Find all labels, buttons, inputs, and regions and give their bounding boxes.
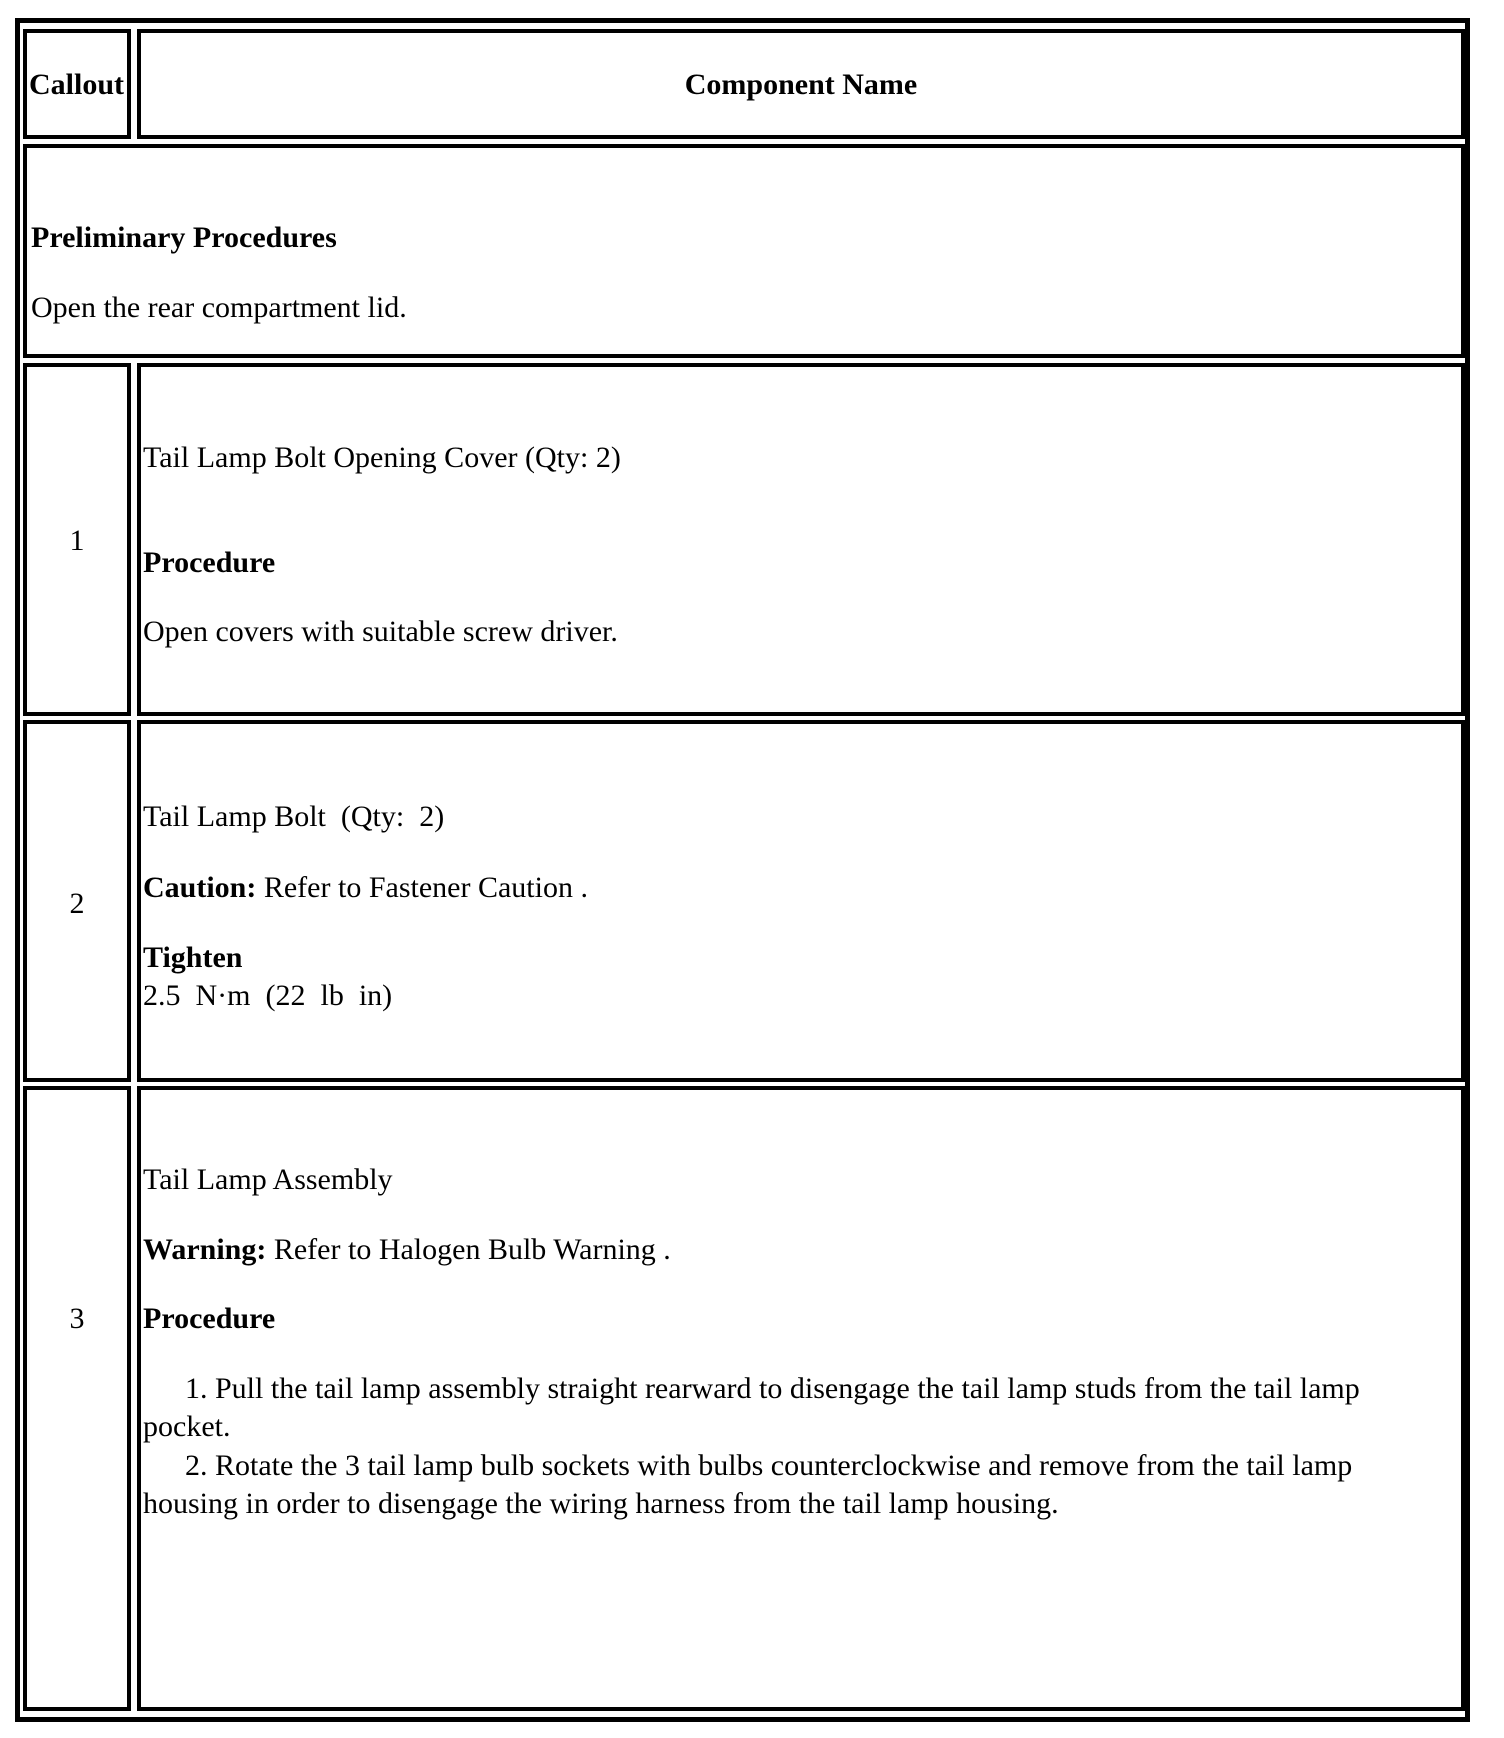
row2-callout: 2	[69, 887, 85, 920]
row1-component-cell	[137, 363, 1465, 716]
row3-warning-label: Warning:	[143, 1233, 267, 1266]
row1-procedure-label: Procedure	[143, 546, 276, 579]
row1-component: Tail Lamp Bolt Opening Cover (Qty: 2)	[143, 441, 621, 474]
row3-procedure-label: Procedure	[143, 1302, 276, 1335]
header-component: Component Name	[684, 68, 918, 101]
row2-component-cell	[137, 720, 1465, 1082]
row3-callout: 3	[69, 1302, 85, 1335]
row3-warning	[143, 1232, 671, 1268]
preliminary-title: Preliminary Procedures	[31, 221, 337, 254]
row3-component-cell	[137, 1086, 1465, 1711]
row1-callout-cell	[23, 363, 131, 716]
row3-warning-text: Refer to Halogen Bulb Warning .	[266, 1233, 671, 1266]
header-callout: Callout	[29, 68, 125, 101]
row2-component: Tail Lamp Bolt (Qty: 2)	[143, 800, 445, 833]
header-component-cell	[137, 29, 1465, 139]
row2-callout-cell	[23, 720, 131, 1082]
row1-callout: 1	[69, 524, 85, 557]
row2-caution-label: Caution:	[143, 871, 257, 904]
procedure-table	[15, 18, 1470, 1722]
row1-procedure-text: Open covers with suitable screw driver.	[143, 615, 618, 648]
preliminary-text: Open the rear compartment lid.	[31, 291, 407, 324]
header-callout-cell	[23, 29, 131, 139]
row2-caution	[143, 870, 588, 906]
row3-callout-cell	[23, 1086, 131, 1711]
preliminary-cell	[23, 144, 1465, 358]
row3-component: Tail Lamp Assembly	[143, 1163, 393, 1196]
row2-tighten-value: 2.5 N·m (22 lb in)	[143, 979, 393, 1012]
row2-tighten-label: Tighten	[143, 941, 243, 974]
row2-caution-text: Refer to Fastener Caution .	[256, 871, 588, 904]
row3-step-1: 1. Pull the tail lamp assembly straight rearward to disengage the tail lamp studs from the tail lamp pocket.	[143, 1372, 1360, 1443]
row3-step-2: 2. Rotate the 3 tail lamp bulb sockets with bulbs counterclockwise and remove from the tail lamp housing in order to disengage the wiring harness from the tail lamp housing.	[143, 1449, 1353, 1520]
